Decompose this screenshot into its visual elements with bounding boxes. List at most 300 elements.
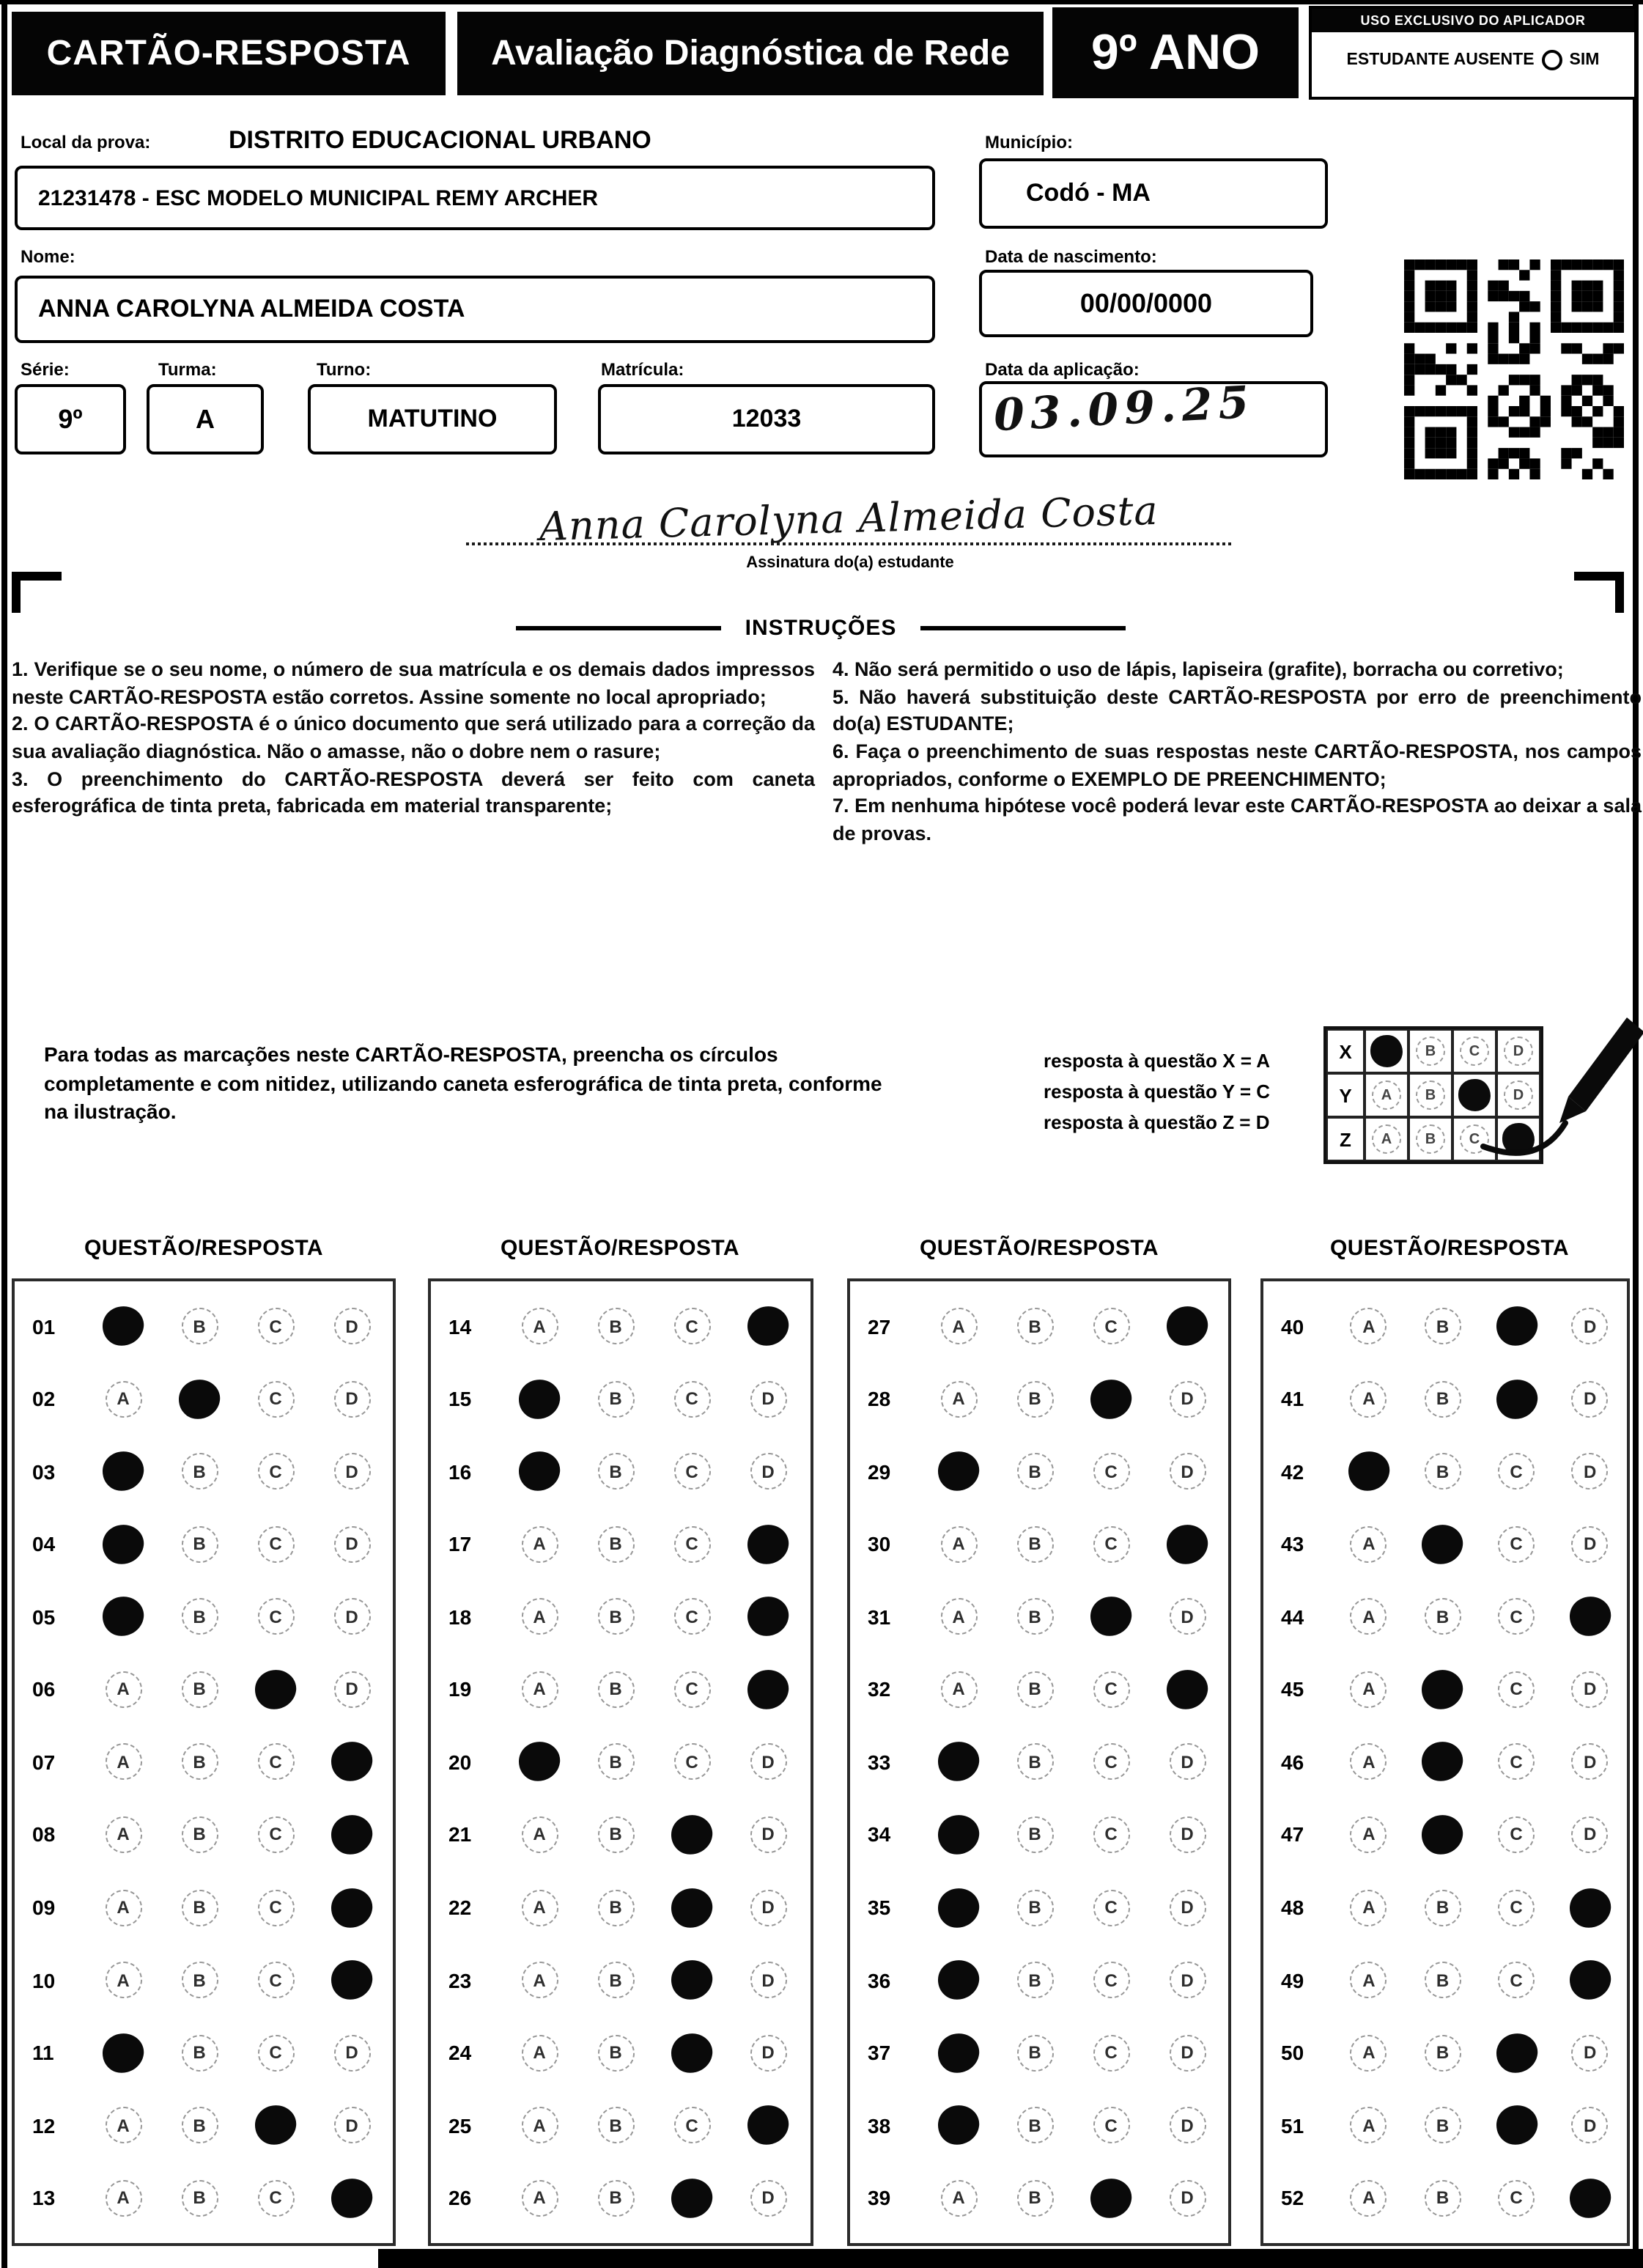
- answer-bubble-41-D[interactable]: D: [1572, 1381, 1609, 1418]
- question-row-13: [15, 2178, 393, 2217]
- answer-bubble-38-A[interactable]: [936, 2103, 981, 2147]
- answer-bubble-27-A[interactable]: A: [940, 1308, 977, 1345]
- answers-column-1: [12, 1278, 396, 2246]
- answer-bubble-03-C[interactable]: C: [257, 1454, 294, 1490]
- answer-bubble-40-B[interactable]: B: [1425, 1308, 1461, 1345]
- answer-bubble-31-A[interactable]: A: [940, 1599, 977, 1635]
- answer-bubble-03-A[interactable]: [100, 1449, 146, 1493]
- answer-bubble-16-B[interactable]: B: [597, 1454, 634, 1490]
- answer-bubble-52-D[interactable]: [1568, 2176, 1613, 2220]
- answer-bubble-17-D[interactable]: [745, 1523, 791, 1566]
- answer-bubble-34-D[interactable]: D: [1169, 1816, 1206, 1853]
- instruction-item: 1. Verifique se o seu nome, o número de sua matrícula e os demais dados impressos neste CARTÃO-RESPOSTA estão corretos. Assine somente no local apropriado;: [12, 658, 815, 708]
- answer-bubble-06-A[interactable]: A: [105, 1671, 141, 1708]
- answer-bubble-09-A[interactable]: A: [105, 1889, 141, 1926]
- answer-bubble-37-B[interactable]: B: [1016, 2034, 1053, 2071]
- answer-bubble-22-A[interactable]: A: [521, 1889, 558, 1926]
- answer-bubble-29-D[interactable]: D: [1169, 1454, 1206, 1490]
- answer-bubble-45-A[interactable]: A: [1351, 1671, 1387, 1708]
- absent-label: ESTUDANTE AUSENTE: [1346, 51, 1535, 69]
- answer-bubble-45-C[interactable]: C: [1498, 1671, 1535, 1708]
- question-row-17: [431, 1525, 811, 1564]
- answer-bubble-47-D[interactable]: D: [1572, 1816, 1609, 1853]
- answer-bubble-05-A[interactable]: [100, 1595, 146, 1639]
- answer-bubble-42-D[interactable]: D: [1572, 1454, 1609, 1490]
- answer-bubble-04-C[interactable]: C: [257, 1526, 294, 1563]
- applicator-box: [1309, 6, 1637, 100]
- answer-bubble-11-A[interactable]: [100, 2030, 146, 2074]
- answer-bubble-46-A[interactable]: A: [1351, 1744, 1387, 1781]
- answer-bubble-08-B[interactable]: B: [181, 1816, 218, 1853]
- absent-sim-radio[interactable]: [1542, 50, 1562, 70]
- signature-area: [466, 475, 1231, 551]
- answer-bubble-21-C[interactable]: [669, 1813, 715, 1857]
- answer-bubble-10-A[interactable]: A: [105, 1962, 141, 1998]
- answer-bubble-27-C[interactable]: C: [1093, 1308, 1129, 1345]
- answer-bubble-14-B[interactable]: B: [597, 1308, 634, 1345]
- answer-bubble-50-A[interactable]: A: [1351, 2034, 1387, 2071]
- answer-bubble-43-C[interactable]: C: [1498, 1526, 1535, 1563]
- answer-bubble-50-B[interactable]: B: [1425, 2034, 1461, 2071]
- answer-bubble-12-A[interactable]: A: [105, 2107, 141, 2143]
- answer-bubble-06-C[interactable]: [253, 1668, 298, 1712]
- answer-bubble-44-A[interactable]: A: [1351, 1599, 1387, 1635]
- answer-bubble-21-A[interactable]: A: [521, 1816, 558, 1853]
- answer-bubble-39-A[interactable]: A: [940, 2179, 977, 2216]
- question-number: 38: [868, 2113, 891, 2138]
- answer-bubble-27-B[interactable]: B: [1016, 1308, 1053, 1345]
- answer-bubble-51-B[interactable]: B: [1425, 2107, 1461, 2143]
- answer-bubble-49-B[interactable]: B: [1425, 1962, 1461, 1998]
- answer-bubble-08-A[interactable]: A: [105, 1816, 141, 1853]
- answer-bubble-10-C[interactable]: C: [257, 1962, 294, 1998]
- answer-bubble-23-C[interactable]: [669, 1958, 715, 2002]
- question-number: 39: [868, 2186, 891, 2210]
- answer-bubble-04-D[interactable]: D: [333, 1526, 370, 1563]
- answer-bubble-24-A[interactable]: A: [521, 2034, 558, 2071]
- instruction-item: 5. Não haverá substituição deste CARTÃO-RESPOSTA por erro de preenchimento do(a) ESTUDANTE;: [832, 685, 1642, 735]
- question-row-29: [850, 1452, 1228, 1492]
- answer-bubble-19-C[interactable]: C: [673, 1671, 710, 1708]
- question-number: 01: [32, 1314, 56, 1339]
- answer-bubble-43-D[interactable]: D: [1572, 1526, 1609, 1563]
- answer-bubble-21-D[interactable]: D: [750, 1816, 786, 1853]
- answer-bubble-48-D[interactable]: [1568, 1885, 1613, 1929]
- answer-bubble-37-D[interactable]: D: [1169, 2034, 1206, 2071]
- answer-bubble-39-B[interactable]: B: [1016, 2179, 1053, 2216]
- example-cell: [1365, 1073, 1408, 1117]
- question-number: 17: [448, 1532, 472, 1556]
- answer-bubble-07-A[interactable]: A: [105, 1744, 141, 1781]
- answer-bubble-25-D[interactable]: [745, 2103, 791, 2147]
- aplicacao-label: Data da aplicação:: [985, 359, 1140, 380]
- answer-bubble-06-D[interactable]: D: [333, 1671, 370, 1708]
- question-number: 07: [32, 1750, 56, 1774]
- answer-bubble-12-C[interactable]: [253, 2103, 298, 2147]
- answer-bubble-25-C[interactable]: C: [673, 2107, 710, 2143]
- answer-bubble-25-B[interactable]: B: [597, 2107, 634, 2143]
- question-number: 09: [32, 1896, 56, 1920]
- answer-bubble-18-A[interactable]: A: [521, 1599, 558, 1635]
- question-number: 15: [448, 1387, 472, 1411]
- question-row-23: [431, 1960, 811, 2000]
- answer-bubble-43-A[interactable]: A: [1351, 1526, 1387, 1563]
- answer-bubble-48-B[interactable]: B: [1425, 1889, 1461, 1926]
- answer-bubble-41-B[interactable]: B: [1425, 1381, 1461, 1418]
- answer-bubble-10-D[interactable]: [329, 1958, 374, 2002]
- answer-bubble-30-D[interactable]: [1164, 1523, 1210, 1566]
- instructions-header: [410, 616, 1231, 641]
- answer-bubble-08-D[interactable]: [329, 1813, 374, 1857]
- answer-bubble-19-B[interactable]: B: [597, 1671, 634, 1708]
- answer-bubble-15-C[interactable]: C: [673, 1381, 710, 1418]
- question-row-10: [15, 1960, 393, 2000]
- question-number: 43: [1281, 1532, 1304, 1556]
- answer-bubble-15-A[interactable]: [517, 1377, 562, 1421]
- nome-label: Nome:: [21, 246, 75, 267]
- answer-bubble-09-C[interactable]: C: [257, 1889, 294, 1926]
- answer-bubble-14-A[interactable]: A: [521, 1308, 558, 1345]
- answer-bubble-31-D[interactable]: D: [1169, 1599, 1206, 1635]
- answer-bubble-18-C[interactable]: C: [673, 1599, 710, 1635]
- question-number: 27: [868, 1314, 891, 1339]
- answer-bubble-46-B[interactable]: [1419, 1740, 1465, 1784]
- question-row-52: [1263, 2178, 1627, 2217]
- question-row-09: [15, 1888, 393, 1927]
- example-cell: [1365, 1029, 1408, 1073]
- question-row-12: [15, 2105, 393, 2145]
- answer-bubble-36-B[interactable]: B: [1016, 1962, 1053, 1998]
- answer-bubble-15-D[interactable]: D: [750, 1381, 786, 1418]
- answer-bubble-05-B[interactable]: B: [181, 1599, 218, 1635]
- answer-bubble-13-B[interactable]: B: [181, 2179, 218, 2216]
- answer-bubble-23-D[interactable]: D: [750, 1962, 786, 1998]
- answer-bubble-09-B[interactable]: B: [181, 1889, 218, 1926]
- answer-bubble-36-A[interactable]: [936, 1958, 981, 2002]
- answer-bubble-47-B[interactable]: [1419, 1813, 1465, 1857]
- answer-bubble-17-C[interactable]: C: [673, 1526, 710, 1563]
- answer-bubble-30-A[interactable]: A: [940, 1526, 977, 1563]
- answer-bubble-42-A[interactable]: [1346, 1449, 1392, 1493]
- instructions-title: INSTRUÇÕES: [745, 616, 897, 641]
- question-row-38: [850, 2105, 1228, 2145]
- answer-bubble-35-D[interactable]: D: [1169, 1889, 1206, 1926]
- answer-bubble-09-D[interactable]: [329, 1885, 374, 1929]
- answer-bubble-40-D[interactable]: D: [1572, 1308, 1609, 1345]
- answer-bubble-04-A[interactable]: [100, 1523, 146, 1566]
- question-number: 45: [1281, 1677, 1304, 1701]
- answer-bubble-32-B[interactable]: B: [1016, 1671, 1053, 1708]
- question-row-03: [15, 1452, 393, 1492]
- matricula-value: 12033: [731, 405, 802, 432]
- question-number: 50: [1281, 2041, 1304, 2065]
- answer-bubble-41-A[interactable]: A: [1351, 1381, 1387, 1418]
- instructions-left: [12, 657, 815, 821]
- question-row-05: [15, 1597, 393, 1637]
- answer-bubble-08-C[interactable]: C: [257, 1816, 294, 1853]
- answer-bubble-38-C[interactable]: C: [1093, 2107, 1129, 2143]
- answer-bubble-51-C[interactable]: [1494, 2103, 1539, 2147]
- example-row-label: Y: [1326, 1073, 1365, 1117]
- answer-bubble-01-C[interactable]: C: [257, 1308, 294, 1345]
- answer-bubble-43-B[interactable]: [1419, 1523, 1465, 1566]
- nascimento-field: [979, 270, 1313, 337]
- answer-bubble-07-C[interactable]: C: [257, 1744, 294, 1781]
- answer-bubble-29-B[interactable]: B: [1016, 1454, 1053, 1490]
- answer-bubble-03-D[interactable]: D: [333, 1454, 370, 1490]
- answer-bubble-15-B[interactable]: B: [597, 1381, 634, 1418]
- answer-bubble-24-C[interactable]: [669, 2030, 715, 2074]
- left-border-line: [1, 0, 7, 2268]
- answer-bubble-23-A[interactable]: A: [521, 1962, 558, 1998]
- answer-bubble-52-B[interactable]: B: [1425, 2179, 1461, 2216]
- answer-bubble-02-B[interactable]: [177, 1377, 222, 1421]
- question-row-01: [15, 1307, 393, 1347]
- answer-bubble-41-C[interactable]: [1494, 1377, 1539, 1421]
- question-number: 20: [448, 1750, 472, 1774]
- question-number: 14: [448, 1314, 472, 1339]
- answer-bubble-20-A[interactable]: [517, 1740, 562, 1784]
- answer-bubble-27-D[interactable]: [1164, 1304, 1210, 1348]
- answer-bubble-50-C[interactable]: [1494, 2030, 1539, 2074]
- municipio-field: [979, 158, 1328, 229]
- answer-bubble-38-D[interactable]: D: [1169, 2107, 1206, 2143]
- question-row-36: [850, 1960, 1228, 2000]
- title-rule-left: [517, 626, 722, 630]
- corner-mark-left: [12, 572, 62, 613]
- answer-bubble-11-C[interactable]: C: [257, 2034, 294, 2071]
- answer-bubble-17-B[interactable]: B: [597, 1526, 634, 1563]
- top-border-line: [0, 0, 1643, 4]
- answer-bubble-32-A[interactable]: A: [940, 1671, 977, 1708]
- question-number: 31: [868, 1605, 891, 1629]
- answer-bubble-31-C[interactable]: [1088, 1595, 1134, 1639]
- answer-bubble-34-B[interactable]: B: [1016, 1816, 1053, 1853]
- question-number: 10: [32, 1968, 56, 1992]
- answer-bubble-28-B[interactable]: B: [1016, 1381, 1053, 1418]
- answer-bubble-39-C[interactable]: [1088, 2176, 1134, 2220]
- answers-column-3: [847, 1278, 1231, 2246]
- answer-bubble-20-B[interactable]: B: [597, 1744, 634, 1781]
- answer-bubble-23-B[interactable]: B: [597, 1962, 634, 1998]
- answer-bubble-01-B[interactable]: B: [181, 1308, 218, 1345]
- answer-bubble-29-C[interactable]: C: [1093, 1454, 1129, 1490]
- answer-bubble-35-C[interactable]: C: [1093, 1889, 1129, 1926]
- question-row-14: [431, 1307, 811, 1347]
- answer-bubble-14-C[interactable]: C: [673, 1308, 710, 1345]
- answer-bubble-12-D[interactable]: D: [333, 2107, 370, 2143]
- answer-bubble-37-A[interactable]: [936, 2030, 981, 2074]
- answer-bubble-07-D[interactable]: [329, 1740, 374, 1784]
- answer-bubble-26-D[interactable]: D: [750, 2179, 786, 2216]
- question-number: 21: [448, 1822, 472, 1847]
- answer-bubble-40-A[interactable]: A: [1351, 1308, 1387, 1345]
- answer-bubble-47-C[interactable]: C: [1498, 1816, 1535, 1853]
- answer-bubble-52-C[interactable]: C: [1498, 2179, 1535, 2216]
- answer-bubble-02-A[interactable]: A: [105, 1381, 141, 1418]
- answer-bubble-05-D[interactable]: D: [333, 1599, 370, 1635]
- answer-bubble-30-C[interactable]: C: [1093, 1526, 1129, 1563]
- serie-field: [15, 384, 126, 454]
- answer-bubble-02-D[interactable]: D: [333, 1381, 370, 1418]
- answer-bubble-39-D[interactable]: D: [1169, 2179, 1206, 2216]
- question-number: 25: [448, 2113, 472, 2138]
- school-value: 21231478 - ESC MODELO MUNICIPAL REMY ARCHER: [38, 185, 599, 210]
- question-number: 16: [448, 1459, 472, 1484]
- example-bubble-X-A: [1370, 1035, 1403, 1067]
- question-row-18: [431, 1597, 811, 1637]
- answer-bubble-32-C[interactable]: C: [1093, 1671, 1129, 1708]
- signature-handwriting: Anna Carolyna Almeida Costa: [538, 488, 1159, 551]
- answer-bubble-03-B[interactable]: B: [181, 1454, 218, 1490]
- answer-bubble-16-C[interactable]: C: [673, 1454, 710, 1490]
- answer-bubble-20-D[interactable]: D: [750, 1744, 786, 1781]
- answer-bubble-07-B[interactable]: B: [181, 1744, 218, 1781]
- answer-bubble-33-D[interactable]: D: [1169, 1744, 1206, 1781]
- answer-bubble-28-D[interactable]: D: [1169, 1381, 1206, 1418]
- answer-bubble-48-C[interactable]: C: [1498, 1889, 1535, 1926]
- answer-bubble-46-C[interactable]: C: [1498, 1744, 1535, 1781]
- answer-bubble-49-D[interactable]: [1568, 1958, 1613, 2002]
- answer-bubble-40-C[interactable]: [1494, 1304, 1539, 1348]
- answer-bubble-24-D[interactable]: D: [750, 2034, 786, 2071]
- answer-bubble-33-C[interactable]: C: [1093, 1744, 1129, 1781]
- answer-bubble-10-B[interactable]: B: [181, 1962, 218, 1998]
- answer-bubble-38-B[interactable]: B: [1016, 2107, 1053, 2143]
- answer-bubble-42-B[interactable]: B: [1425, 1454, 1461, 1490]
- answer-bubble-52-A[interactable]: A: [1351, 2179, 1387, 2216]
- answer-bubble-51-A[interactable]: A: [1351, 2107, 1387, 2143]
- answer-bubble-51-D[interactable]: D: [1572, 2107, 1609, 2143]
- answer-bubble-26-A[interactable]: A: [521, 2179, 558, 2216]
- answer-bubble-01-A[interactable]: [100, 1304, 146, 1348]
- answer-bubble-33-A[interactable]: [936, 1740, 981, 1784]
- answer-bubble-19-A[interactable]: A: [521, 1671, 558, 1708]
- answers-header-1: QUESTÃO/RESPOSTA: [84, 1236, 323, 1261]
- answer-bubble-02-C[interactable]: C: [257, 1381, 294, 1418]
- answer-bubble-21-B[interactable]: B: [597, 1816, 634, 1853]
- answer-bubble-32-D[interactable]: [1164, 1668, 1210, 1712]
- answer-bubble-28-C[interactable]: [1088, 1377, 1134, 1421]
- question-row-50: [1263, 2033, 1627, 2072]
- answer-bubble-05-C[interactable]: C: [257, 1599, 294, 1635]
- answer-bubble-31-B[interactable]: B: [1016, 1599, 1053, 1635]
- question-row-47: [1263, 1815, 1627, 1855]
- serie-value: 9º: [58, 404, 83, 433]
- answer-bubble-14-D[interactable]: [745, 1304, 791, 1348]
- answer-bubble-50-D[interactable]: D: [1572, 2034, 1609, 2071]
- sheet-title-text: CARTÃO-RESPOSTA: [46, 33, 411, 73]
- question-number: 33: [868, 1750, 891, 1774]
- answer-bubble-44-D[interactable]: [1568, 1595, 1613, 1639]
- answer-bubble-34-A[interactable]: [936, 1813, 981, 1857]
- answer-bubble-01-D[interactable]: D: [333, 1308, 370, 1345]
- answer-bubble-04-B[interactable]: B: [181, 1526, 218, 1563]
- answer-bubble-20-C[interactable]: C: [673, 1744, 710, 1781]
- answer-bubble-37-C[interactable]: C: [1093, 2034, 1129, 2071]
- answer-bubble-49-C[interactable]: C: [1498, 1962, 1535, 1998]
- answer-bubble-33-B[interactable]: B: [1016, 1744, 1053, 1781]
- answer-bubble-30-B[interactable]: B: [1016, 1526, 1053, 1563]
- question-number: 36: [868, 1968, 891, 1992]
- school-field: [15, 166, 935, 230]
- answer-bubble-28-A[interactable]: A: [940, 1381, 977, 1418]
- answer-bubble-42-C[interactable]: C: [1498, 1454, 1535, 1490]
- answer-bubble-24-B[interactable]: B: [597, 2034, 634, 2071]
- question-number: 35: [868, 1896, 891, 1920]
- answer-bubble-18-B[interactable]: B: [597, 1599, 634, 1635]
- answer-bubble-22-D[interactable]: D: [750, 1889, 786, 1926]
- example-bubble-Z-C: C: [1460, 1124, 1489, 1154]
- answer-bubble-13-C[interactable]: C: [257, 2179, 294, 2216]
- instruction-item: 3. O preenchimento do CARTÃO-RESPOSTA deverá ser feito com caneta esferográfica de tinta preta, fabricada em material transparente;: [12, 767, 815, 817]
- answer-bubble-45-D[interactable]: D: [1572, 1671, 1609, 1708]
- answer-bubble-26-B[interactable]: B: [597, 2179, 634, 2216]
- answer-bubble-11-B[interactable]: B: [181, 2034, 218, 2071]
- question-number: 52: [1281, 2186, 1304, 2210]
- question-row-39: [850, 2178, 1228, 2217]
- answer-bubble-13-A[interactable]: A: [105, 2179, 141, 2216]
- answer-bubble-36-D[interactable]: D: [1169, 1962, 1206, 1998]
- answer-bubble-46-D[interactable]: D: [1572, 1744, 1609, 1781]
- example-cell: [1408, 1117, 1452, 1161]
- answer-bubble-18-D[interactable]: [745, 1595, 791, 1639]
- answers-column-4: [1260, 1278, 1630, 2246]
- answer-bubble-06-B[interactable]: B: [181, 1671, 218, 1708]
- answer-bubble-47-A[interactable]: A: [1351, 1816, 1387, 1853]
- answer-bubble-16-D[interactable]: D: [750, 1454, 786, 1490]
- answer-bubble-49-A[interactable]: A: [1351, 1962, 1387, 1998]
- question-number: 28: [868, 1387, 891, 1411]
- answer-bubble-44-C[interactable]: C: [1498, 1599, 1535, 1635]
- answer-bubble-17-A[interactable]: A: [521, 1526, 558, 1563]
- answer-bubble-29-A[interactable]: [936, 1449, 981, 1493]
- example-bubble-Z-B: B: [1416, 1124, 1445, 1154]
- answer-bubble-22-C[interactable]: [669, 1885, 715, 1929]
- example-cell: [1365, 1117, 1408, 1161]
- question-number: 44: [1281, 1605, 1304, 1629]
- question-number: 23: [448, 1968, 472, 1992]
- question-number: 37: [868, 2041, 891, 2065]
- answer-bubble-19-D[interactable]: [745, 1668, 791, 1712]
- answer-bubble-34-C[interactable]: C: [1093, 1816, 1129, 1853]
- signature-label: Assinatura do(a) estudante: [746, 554, 954, 572]
- pen-icon: [1469, 1006, 1643, 1170]
- question-number: 26: [448, 2186, 472, 2210]
- nome-field: [15, 276, 935, 343]
- example-row-label: X: [1326, 1029, 1365, 1073]
- question-number: 49: [1281, 1968, 1304, 1992]
- answer-bubble-48-A[interactable]: A: [1351, 1889, 1387, 1926]
- answer-bubble-36-C[interactable]: C: [1093, 1962, 1129, 1998]
- nascimento-value: 00/00/0000: [1079, 288, 1213, 317]
- answer-bubble-13-D[interactable]: [329, 2176, 374, 2220]
- question-number: 41: [1281, 1387, 1304, 1411]
- answer-bubble-16-A[interactable]: [517, 1449, 562, 1493]
- sheet-subtitle-text: Avaliação Diagnóstica de Rede: [491, 33, 1010, 73]
- answer-bubble-35-B[interactable]: B: [1016, 1889, 1053, 1926]
- answer-bubble-45-B[interactable]: [1419, 1668, 1465, 1712]
- answer-bubble-35-A[interactable]: [936, 1885, 981, 1929]
- answer-bubble-26-C[interactable]: [669, 2176, 715, 2220]
- question-number: 30: [868, 1532, 891, 1556]
- answer-bubble-12-B[interactable]: B: [181, 2107, 218, 2143]
- answer-bubble-25-A[interactable]: A: [521, 2107, 558, 2143]
- answer-bubble-44-B[interactable]: B: [1425, 1599, 1461, 1635]
- answer-bubble-22-B[interactable]: B: [597, 1889, 634, 1926]
- question-row-41: [1263, 1380, 1627, 1419]
- answer-bubble-11-D[interactable]: D: [333, 2034, 370, 2071]
